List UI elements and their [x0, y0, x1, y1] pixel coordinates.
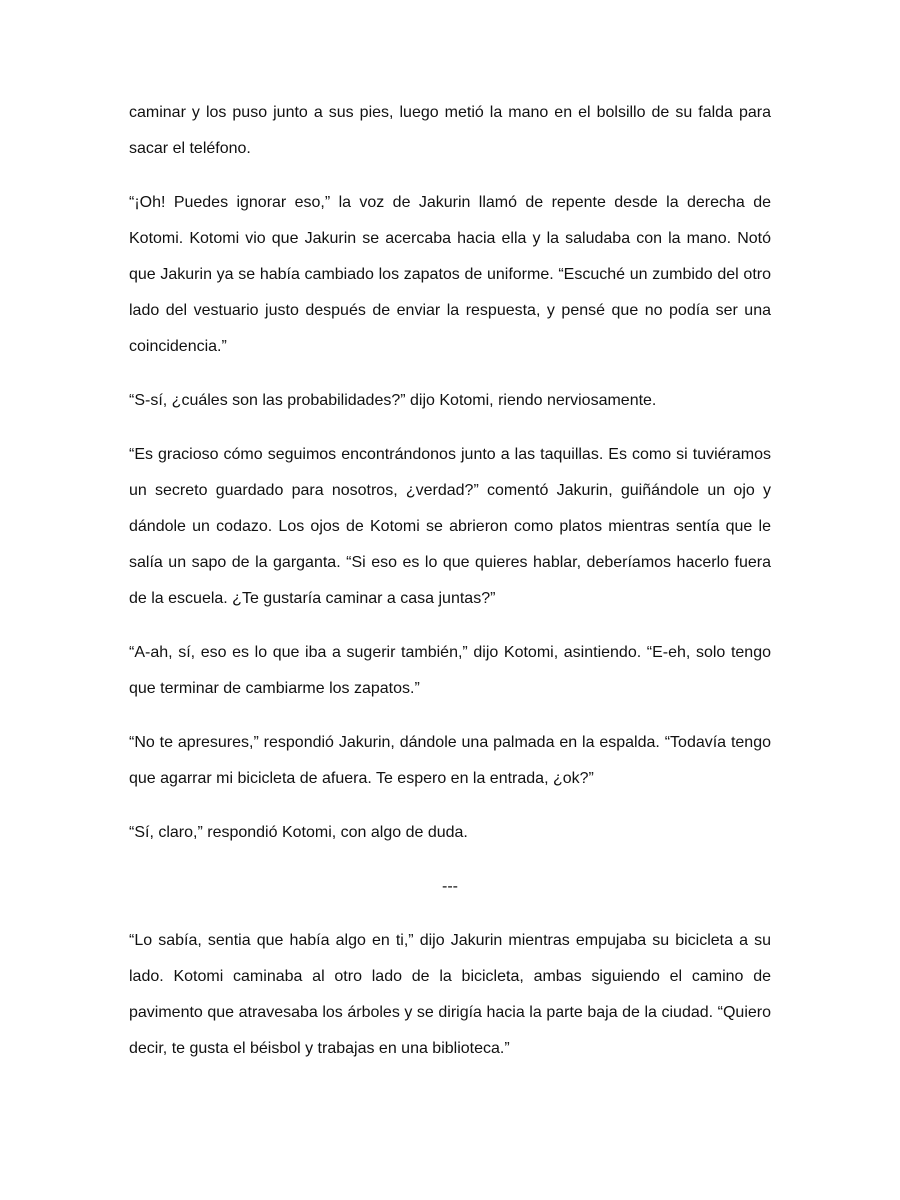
paragraph-3: “S-sí, ¿cuáles son las probabilidades?” dijo Kotomi, riendo nerviosamente. [129, 392, 657, 409]
paragraph-1: caminar y los puso junto a sus pies, luego metió la mano en el bolsillo de su falda para sacar el teléfono. [129, 104, 771, 157]
document-body [129, 95, 771, 1085]
paragraph-2: “¡Oh! Puedes ignorar eso,” la voz de Jakurin llamó de repente desde la derecha de Kotomi. Kotomi vio que Jakurin se acercaba hacia ella y la saludaba con la mano. Notó que Jakurin ya se había cambiado los zapatos de uniforme. “Escuché un zumbido del otro lado del vestuario justo después de enviar la respuesta, y pensé que no podía ser una coincidencia.” [129, 194, 771, 355]
paragraph-4: “Es gracioso cómo seguimos encontrándonos junto a las taquillas. Es como si tuviéramos un secreto guardado para nosotros, ¿verdad?” comentó Jakurin, guiñándole un ojo y dándole un codazo. Los ojos de Kotomi se abrieron como platos mientras sentía que le salía un sapo de la garganta. “Si eso es lo que quieres hablar, deberíamos hacerlo fuera de la escuela. ¿Te gustaría caminar a casa juntas?” [129, 446, 771, 607]
paragraph-7: “Sí, claro,” respondió Kotomi, con algo de duda. [129, 824, 468, 841]
paragraph-6: “No te apresures,” respondió Jakurin, dándole una palmada en la espalda. “Todavía tengo que agarrar mi bicicleta de afuera. Te espero en la entrada, ¿ok?” [129, 734, 771, 787]
paragraph-5: “A-ah, sí, eso es lo que iba a sugerir también,” dijo Kotomi, asintiendo. “E-eh, solo tengo que terminar de cambiarme los zapatos.” [129, 644, 771, 697]
section-separator: --- [442, 878, 458, 895]
paragraph-8: “Lo sabía, sentia que había algo en ti,” dijo Jakurin mientras empujaba su bicicleta a su lado. Kotomi caminaba al otro lado de la bicicleta, ambas siguiendo el camino de pavimento que atravesaba los árboles y se dirigía hacia la parte baja de la ciudad. “Quiero decir, te gusta el béisbol y trabajas en una biblioteca.” [129, 932, 771, 1057]
